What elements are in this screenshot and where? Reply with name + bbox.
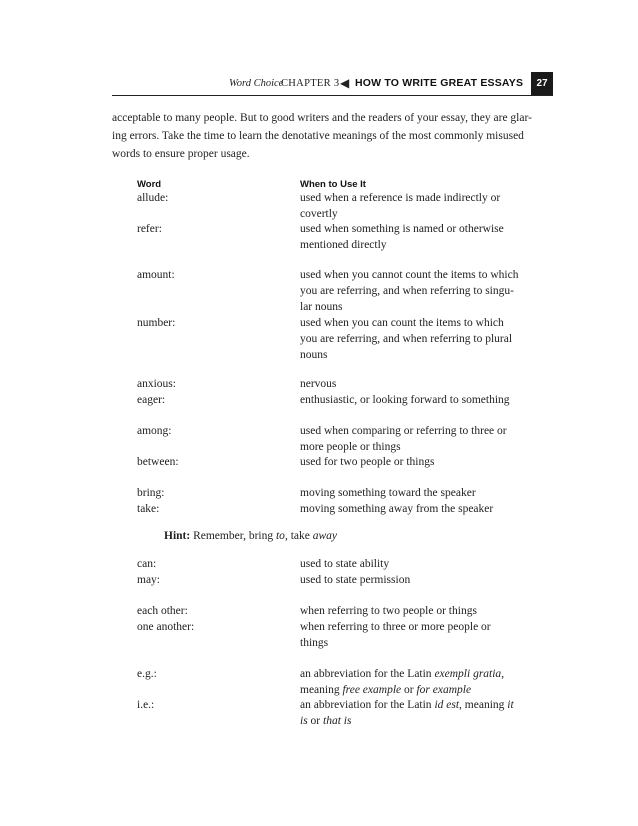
term-may: may: [137, 574, 160, 586]
definition-line: covertly [300, 208, 338, 220]
definition-line: moving something toward the speaker [300, 487, 476, 499]
definition-text: , [501, 668, 505, 680]
definition-line: used when comparing or referring to three or [300, 425, 507, 437]
definition-text: an abbreviation for the Latin [300, 668, 435, 680]
definition-line: used to state permission [300, 574, 411, 586]
definition-number [300, 315, 530, 363]
definition-take [300, 501, 530, 517]
definition-text-italic: that is [323, 715, 352, 727]
definition-can [300, 556, 530, 572]
intro-paragraph [112, 109, 532, 163]
definition-text: meaning [300, 684, 343, 696]
header-divider [112, 95, 553, 96]
term-each-other: each other: [137, 605, 188, 617]
definition-line [300, 682, 530, 698]
term-ie: i.e.: [137, 699, 155, 711]
definition-bring [300, 485, 530, 501]
intro-line: ing errors. Take the time to learn the denotative meanings of the most commonly misused [112, 130, 524, 142]
definition-each-other [300, 603, 530, 619]
definition-line: lar nouns [300, 301, 343, 313]
definition-amount [300, 267, 530, 315]
definition-eager [300, 392, 530, 408]
term-among: among: [137, 425, 172, 437]
definition-line: when referring to three or more people or [300, 621, 491, 633]
term-allude: allude: [137, 192, 169, 204]
term-between: between: [137, 456, 179, 468]
term-one-another: one another: [137, 621, 195, 633]
term-eg: e.g.: [137, 668, 157, 680]
definition-may [300, 572, 530, 588]
running-header [200, 76, 528, 92]
definition-line: enthusiastic, or looking forward to something [300, 394, 510, 406]
term-can: can: [137, 558, 157, 570]
hint-text-italic: to [275, 530, 285, 542]
page-number: 27 [531, 72, 553, 96]
definition-text-italic: it [507, 699, 514, 711]
definition-between [300, 454, 530, 470]
definition-text-italic: id est [434, 699, 460, 711]
term-take: take: [137, 503, 160, 515]
definition-text: or [307, 715, 324, 727]
header-chapter: CHAPTER 3 [281, 78, 340, 89]
definition-text: or [401, 684, 417, 696]
definition-line: more people or things [300, 441, 401, 453]
definition-line: you are referring, and when referring to plural [300, 333, 513, 345]
definition-refer [300, 221, 530, 253]
definition-line [300, 713, 530, 729]
term-bring: bring: [137, 487, 165, 499]
definition-one-another [300, 619, 530, 651]
term-number: number: [137, 317, 176, 329]
definition-line: used when you cannot count the items to which [300, 269, 519, 281]
definition-allude [300, 190, 530, 222]
left-triangle-icon: ◀ [340, 76, 350, 90]
hint-text: , take [284, 530, 313, 542]
hint-text: Remember, bring [190, 530, 276, 542]
definition-line: when referring to two people or things [300, 605, 477, 617]
hint-text-italic: away [312, 530, 337, 542]
intro-line: words to ensure proper usage. [112, 148, 250, 160]
term-amount: amount: [137, 269, 175, 281]
definition-line: nervous [300, 378, 337, 390]
hint-label: Hint: [164, 530, 191, 542]
definition-among [300, 423, 530, 455]
term-refer: refer: [137, 223, 162, 235]
definition-text: , meaning [459, 699, 508, 711]
term-anxious: anxious: [137, 378, 176, 390]
definition-text-italic: is [300, 715, 308, 727]
definition-anxious [300, 376, 530, 392]
term-eager: eager: [137, 394, 166, 406]
definition-line: mentioned directly [300, 239, 387, 251]
definition-eg [300, 666, 530, 698]
column-header-when: When to Use It [300, 179, 366, 190]
header-section-name: Word Choice [229, 78, 284, 89]
definition-line: used when a reference is made indirectly or [300, 192, 501, 204]
definition-line: you are referring, and when referring to singu- [300, 285, 514, 297]
hint-note [164, 528, 337, 544]
definition-line [300, 666, 530, 682]
definition-line: used when something is named or otherwise [300, 223, 504, 235]
definition-ie [300, 697, 530, 729]
definition-line [300, 697, 530, 713]
definition-line: things [300, 637, 329, 649]
definition-line: nouns [300, 349, 328, 361]
definition-text-italic: exempli gratia [434, 668, 502, 680]
column-header-word: Word [137, 179, 162, 190]
definition-line: used to state ability [300, 558, 390, 570]
intro-line: acceptable to many people. But to good writers and the readers of your essay, they are glar- [112, 112, 532, 124]
definition-text: an abbreviation for the Latin [300, 699, 435, 711]
definition-text-italic: for example [416, 684, 472, 696]
definition-line: used when you can count the items to which [300, 317, 504, 329]
definition-line: used for two people or things [300, 456, 435, 468]
header-book-title: HOW TO WRITE GREAT ESSAYS [355, 77, 524, 89]
definition-line: moving something away from the speaker [300, 503, 494, 515]
definition-text-italic: free example [342, 684, 402, 696]
